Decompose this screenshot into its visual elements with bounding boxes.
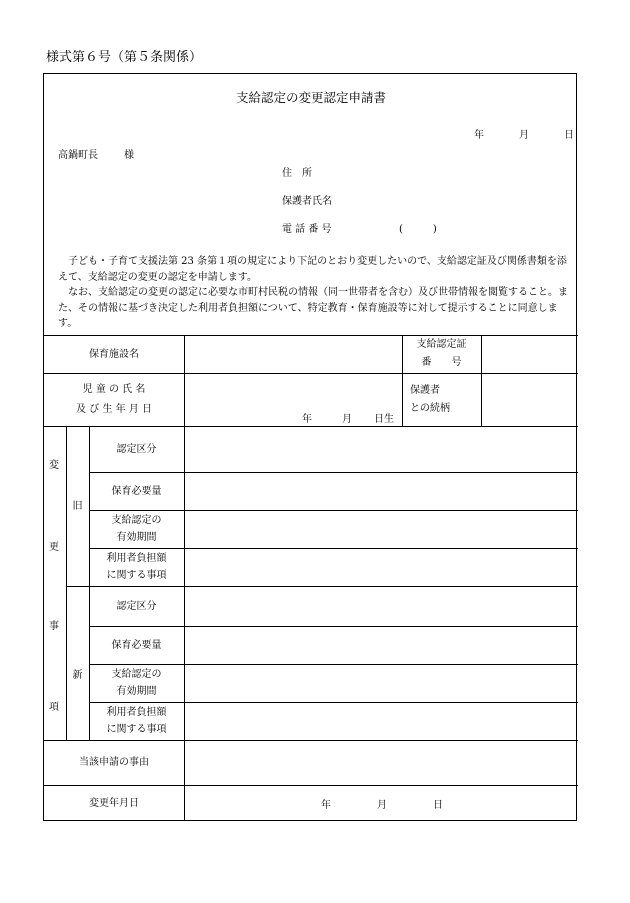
date-day-label: 日 [564,130,574,141]
old-validity-label-line2: 有効期間 [116,532,157,543]
guardian-name-label: 保護者氏名 [282,196,332,207]
child-label-line1: 児 童 の 氏 名 [82,383,146,395]
new-cert-class-label: 認定区分 [116,600,157,612]
old-cert-class-label: 認定区分 [116,443,157,455]
new-fee-label-line1: 利用者負担額 [106,707,167,718]
certificate-number-label [402,335,481,373]
changes-char-4: 項 [49,702,59,713]
change-date-label: 変更年月日 [89,797,139,809]
relation-label [402,373,481,426]
facility-name-label: 保育施設名 [89,348,139,360]
new-care-amount-field[interactable] [184,626,578,664]
changes-char-2: 更 [49,542,59,553]
new-validity-field[interactable] [184,664,578,702]
relation-label-line2: との続柄 [410,402,450,414]
new-validity-label-line2: 有効期間 [116,686,157,697]
old-cert-class-field[interactable] [184,426,578,472]
form-number: 様式第６号（第５条関係） [46,50,203,65]
change-day-label: 日 [433,800,443,811]
phone-label: 電 話 番 号 [282,224,332,235]
application-form [43,73,577,821]
child-name-birthdate-label [44,373,184,426]
date-year-label: 年 [474,130,484,141]
old-fee-label [89,548,184,586]
certificate-number-label-line1: 支給認定証 [416,339,467,350]
old-validity-label-line1: 支給認定の [111,515,162,526]
address-label: 住 所 [282,168,312,179]
certificate-number-label-line2: 番 号 [421,357,462,368]
new-validity-label [89,664,184,702]
old-label: 旧 [72,500,83,512]
form-title: 支給認定の変更認定申請書 [235,90,386,105]
child-label-line2: 及 び 生 年 月 日 [76,403,152,415]
birth-month-label: 月 [342,414,352,425]
statement-paragraph-1: 子ども・子育て支援法第 23 条第１項の規定により下記のとおり変更したいので、支給認定証及び関係書類を添えて、支給認定の変更の認定を申請します。 [58,256,567,283]
statement-paragraph-2: なお、支給認定の変更の認定に必要な市町村民税の情報（同一世帯者を含む）及び世帯情報を閲覧すること。また、その情報に基づき決定した利用者負担額について、特定教育・保育施設等に対して提示することに同意します。 [58,287,568,329]
birth-year-label: 年 [302,414,312,425]
certificate-number-field[interactable] [481,335,578,373]
changes-char-1: 変 [49,460,59,471]
addressee-honorific: 様 [124,150,134,161]
new-cert-class-field[interactable] [184,586,578,626]
new-care-amount-label: 保育必要量 [111,639,162,651]
new-fee-field[interactable] [184,702,578,740]
old-validity-field[interactable] [184,510,578,548]
new-validity-label-line1: 支給認定の [111,669,162,680]
date-month-label: 月 [519,130,529,141]
new-fee-label-line2: に関する事項 [106,724,167,735]
old-care-amount-field[interactable] [184,472,578,510]
old-fee-label-line2: に関する事項 [106,570,167,581]
new-fee-label [89,702,184,740]
application-statement [58,254,568,332]
old-validity-label [89,510,184,548]
old-fee-label-line1: 利用者負担額 [106,553,167,564]
change-month-label: 月 [377,800,387,811]
change-year-label: 年 [321,800,331,811]
phone-paren: ( ) [399,224,437,235]
relation-label-line1: 保護者 [410,384,440,396]
reason-field[interactable] [184,740,578,785]
birth-day-label: 日生 [374,414,394,425]
facility-name-field[interactable] [184,335,402,373]
addressee-name: 高鍋町長 [58,150,98,161]
changes-char-3: 事 [49,621,59,632]
new-label: 新 [72,669,83,681]
old-fee-field[interactable] [184,548,578,586]
child-name-field[interactable] [184,373,402,426]
relation-field[interactable] [481,373,578,426]
old-care-amount-label: 保育必要量 [111,485,162,497]
reason-label: 当該申請の事由 [79,757,149,768]
